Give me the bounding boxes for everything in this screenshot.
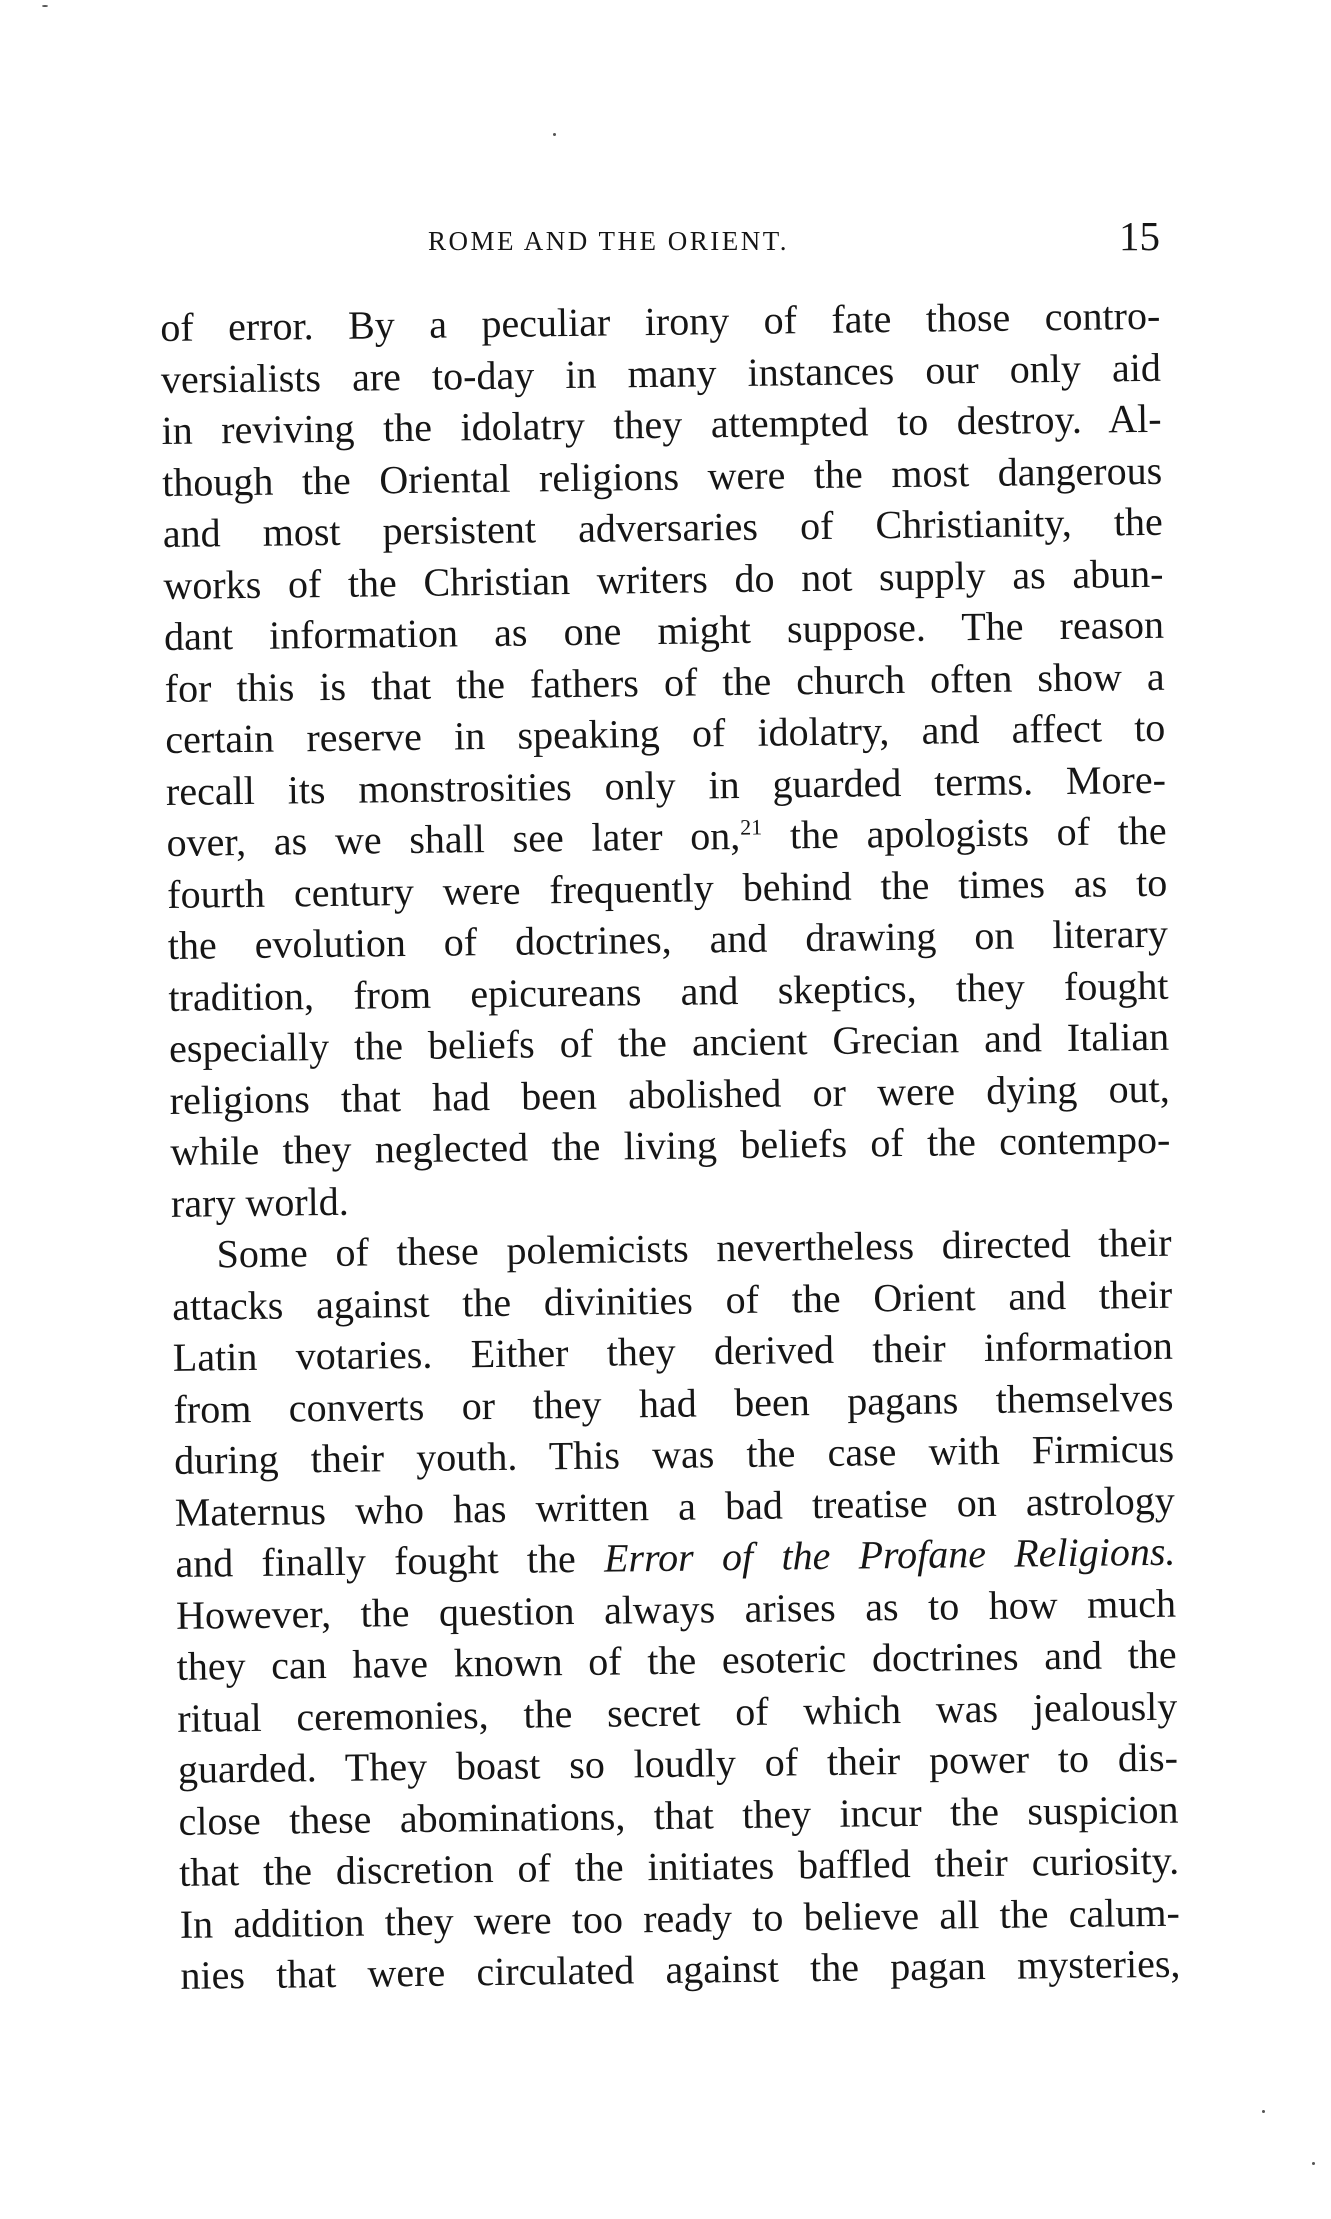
text-line: tradition, from epicureans and skeptics, they fought — [168, 962, 1169, 1020]
text-line: fourth century were frequently behind the times as to — [166, 859, 1168, 917]
text-line: that the discretion of the initiates baffled their curiosity. — [178, 1837, 1180, 1895]
text-line: while they neglected the living beliefs of the contempo- — [170, 1116, 1171, 1174]
scan-speck — [1262, 2110, 1265, 2113]
text-line: Latin votaries. Either they derived their information — [172, 1322, 1174, 1380]
text-line: especially the beliefs of the ancient Grecian and Italian — [168, 1013, 1170, 1071]
text-line: guarded. They boast so loudly of their power to dis- — [177, 1734, 1179, 1792]
text-line: In addition they were too ready to believe all the calum- — [179, 1889, 1181, 1947]
running-head — [160, 212, 1160, 262]
text-line: from converts or they had been pagans themselves — [173, 1374, 1174, 1432]
text-line: Some of these polemicists nevertheless directed their — [216, 1219, 1172, 1277]
text-line: certain reserve in speaking of idolatry, and affect to — [165, 704, 1166, 762]
text-line: Maternus who has written a bad treatise on astrology — [174, 1477, 1175, 1535]
text-segment: and finally fought the — [175, 1535, 605, 1586]
text-line: works of the Christian writers do not supply as abun- — [163, 550, 1164, 608]
scan-speck — [553, 133, 556, 136]
text-line: for this is that the fathers of the church often show a — [164, 653, 1165, 711]
text-line: close these abominations, that they incur the suspicion — [178, 1786, 1179, 1844]
footnote-reference[interactable]: 21 — [739, 814, 763, 840]
text-line: nies that were circulated against the pagan mysteries, — [180, 1940, 1181, 1998]
body-text — [160, 290, 1181, 2002]
text-segment: the apologists of the — [761, 807, 1167, 858]
text-line: However, the question always arises as to how much — [175, 1580, 1177, 1638]
scan-speck — [1312, 2162, 1315, 2165]
text-line: dant information as one might suppose. The reason — [163, 601, 1165, 659]
text-line: ritual ceremonies, the secret of which was jealously — [177, 1683, 1178, 1741]
text-segment: over, as we shall see later on, — [166, 812, 741, 865]
page-number: 15 — [1119, 213, 1160, 259]
scan-speck — [42, 5, 48, 7]
text-line: they can have known of the esoteric doctrines and the — [176, 1631, 1177, 1689]
text-line: of error. By a peculiar irony of fate those contro- — [160, 292, 1161, 350]
text-line: recall its monstrosities only in guarded terms. More- — [165, 756, 1167, 814]
text-line: and most persistent adversaries of Christianity, the — [162, 498, 1164, 556]
text-line: in reviving the idolatry they attempted to destroy. Al- — [161, 395, 1162, 453]
text-line: the evolution of doctrines, and drawing on literary — [167, 910, 1169, 968]
text-line: though the Oriental religions were the most dangerous — [161, 447, 1163, 505]
text-line: during their youth. This was the case with Firmicus — [173, 1425, 1175, 1483]
text-line: versialists are to-day in many instances our only aid — [160, 344, 1162, 402]
text-line: attacks against the divinities of the Orient and their — [171, 1271, 1173, 1329]
text-line: rary world. — [170, 1178, 349, 1226]
running-title: ROME AND THE ORIENT. — [428, 226, 789, 256]
text-line: religions that had been abolished or were dying out, — [169, 1065, 1170, 1123]
book-title: Error of the Profane Religions. — [603, 1528, 1176, 1581]
